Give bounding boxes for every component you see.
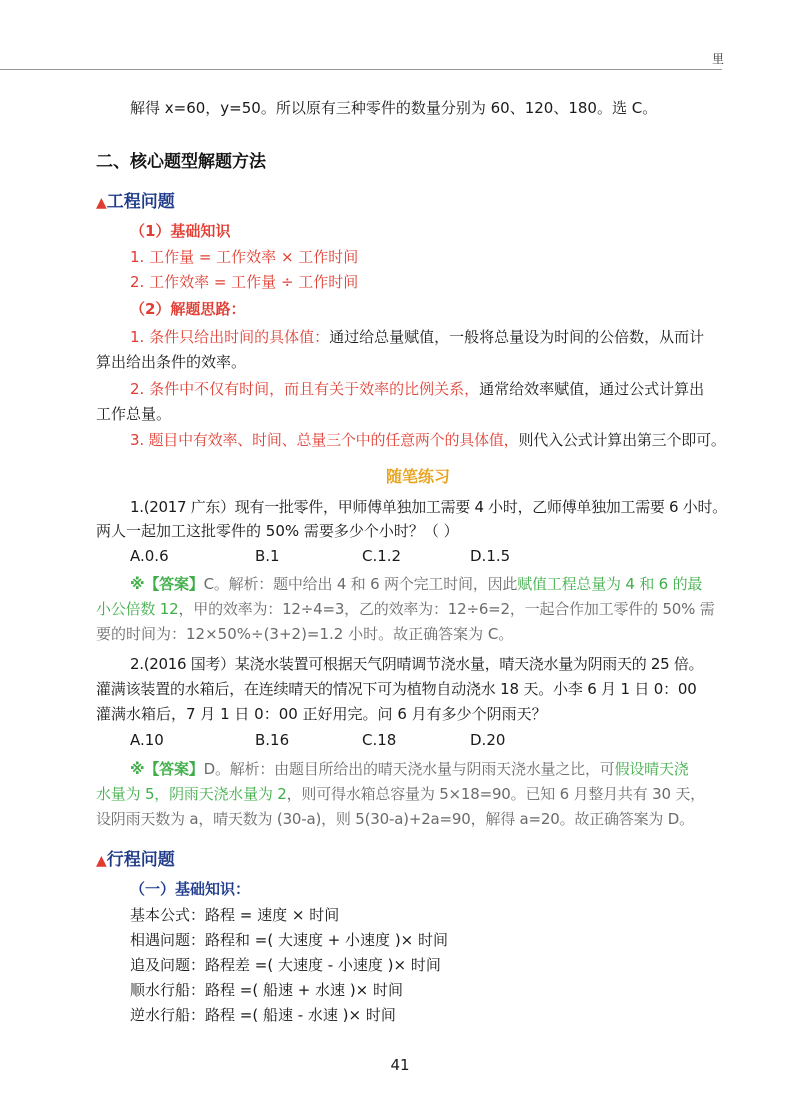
work-method-1 — [130, 325, 704, 349]
work-method-3-condition: 3. 题目中有效率、时间、总量三个中的任意两个的具体值， — [130, 431, 519, 449]
travel-problem-heading — [96, 845, 175, 870]
triangle-icon: ▲ — [96, 853, 107, 869]
work-method-title: （2）解题思路： — [130, 300, 246, 318]
q1-line-1: 1.(2017 广东）现有一批零件，甲师傅单独加工需要 4 小时，乙师傅单独加工需要 6 小时。 — [130, 498, 727, 516]
q2-answer-label: ※【答案】 — [130, 760, 204, 778]
practice-title: 随笔练习 — [385, 467, 450, 486]
q2-option-b: B.16 — [255, 731, 290, 749]
travel-formula-3: 追及问题：路程差 =( 大速度 - 小速度 )× 时间 — [130, 956, 441, 974]
q2-option-a: A.10 — [130, 731, 164, 749]
work-formula-2: 2. 工作效率 = 工作量 ÷ 工作时间 — [130, 273, 359, 291]
work-method-2-cont: 工作总量。 — [96, 405, 172, 423]
work-problem-title: 工程问题 — [106, 192, 175, 212]
q2-line-2: 灌满该装置的水箱后，在连续晴天的情况下可为植物自动浇水 18 天。小李 6 月 1 日 0：00 — [96, 680, 697, 698]
work-method-2 — [130, 377, 704, 401]
travel-problem-title: 行程问题 — [106, 850, 175, 870]
travel-formula-2: 相遇问题：路程和 =( 大速度 + 小速度 )× 时间 — [130, 931, 449, 949]
q2-option-d: D.20 — [470, 731, 506, 749]
work-method-3 — [130, 428, 726, 452]
q2-answer-highlight-2: 水量为 5，阴雨天浇水量为 2 — [96, 785, 287, 803]
header-divider — [0, 69, 722, 70]
q1-option-b: B.1 — [255, 547, 280, 565]
q2-answer-text-a: D。解析：由题目所给出的晴天浇水量与阴雨天浇水量之比，可 — [203, 760, 615, 778]
q1-option-a: A.0.6 — [130, 547, 169, 565]
travel-basic-title: （一）基础知识： — [130, 880, 251, 898]
q1-answer-text-b: ，甲的效率为：12÷4=3，乙的效率为：12÷6=2，一起合作加工零件的 50% 需 — [178, 600, 715, 618]
q2-answer-line-2 — [96, 782, 705, 806]
q2-answer-line-3: 设阴雨天数为 a，晴天数为 (30-a)，则 5(30-a)+2a=90，解得 a=20。故正确答案为 D。 — [96, 810, 694, 828]
q1-option-d: D.1.5 — [470, 547, 511, 565]
q1-answer-line-2 — [96, 597, 715, 621]
q1-answer-label: ※【答案】 — [130, 575, 204, 593]
work-formula-1: 1. 工作量 = 工作效率 × 工作时间 — [130, 248, 359, 266]
work-method-2-condition: 2. 条件中不仅有时间，而且有关于效率的比例关系， — [130, 380, 480, 398]
q1-answer-text-a: C。解析：题中给出 4 和 6 两个完工时间，因此 — [203, 575, 518, 593]
work-method-1-approach: 通过给总量赋值，一般将总量设为时间的公倍数，从而计 — [329, 328, 705, 346]
travel-formula-1: 基本公式：路程 = 速度 × 时间 — [130, 906, 340, 924]
travel-formula-5: 逆水行船：路程 =( 船速 - 水速 )× 时间 — [130, 1006, 396, 1024]
q2-line-1: 2.(2016 国考）某浇水装置可根据天气阴晴调节浇水量，晴天浇水量为阴雨天的 25 倍。 — [130, 655, 704, 673]
q2-answer-highlight-1: 假设晴天浇 — [614, 760, 689, 778]
work-method-3-approach: 则代入公式计算出第三个即可。 — [518, 431, 726, 449]
travel-formula-4: 顺水行船：路程 =( 船速 + 水速 )× 时间 — [130, 981, 404, 999]
q1-answer-line-1 — [130, 572, 702, 596]
work-basic-title: （1）基础知识 — [130, 222, 231, 240]
q2-option-c: C.18 — [362, 731, 397, 749]
q1-line-2: 两人一起加工这批零件的 50% 需要多少个小时？（ ） — [96, 522, 459, 540]
section-title: 二、核心题型解题方法 — [96, 152, 266, 172]
work-method-2-approach: 通常给效率赋值，通过公式计算出 — [479, 380, 705, 398]
q2-line-3: 灌满水箱后，7 月 1 日 0：00 正好用完。问 6 月有多少个阴雨天？ — [96, 705, 547, 723]
work-method-1-condition: 1. 条件只给出时间的具体值： — [130, 328, 330, 346]
q2-answer-text-b: ，则可得水箱总容量为 5×18=90。已知 6 月整月共有 30 天， — [286, 785, 705, 803]
work-method-1-cont: 算出给出条件的效率。 — [96, 353, 247, 371]
q1-option-c: C.1.2 — [362, 547, 402, 565]
intro-text: 解得 x=60，y=50。所以原有三种零件的数量分别为 60、120、180。选 C。 — [130, 99, 658, 117]
q1-answer-line-3: 要的时间为：12×50%÷(3+2)=1.2 小时。故正确答案为 C。 — [96, 625, 514, 643]
q1-answer-highlight-2: 小公倍数 12 — [96, 600, 179, 618]
q1-answer-highlight-1: 赋值工程总量为 4 和 6 的最 — [517, 575, 703, 593]
page-number: 41 — [390, 1056, 410, 1074]
work-problem-heading — [96, 187, 175, 212]
q2-answer-line-1 — [130, 757, 689, 781]
header-corner-char: 里 — [712, 52, 725, 66]
triangle-icon: ▲ — [96, 195, 107, 211]
